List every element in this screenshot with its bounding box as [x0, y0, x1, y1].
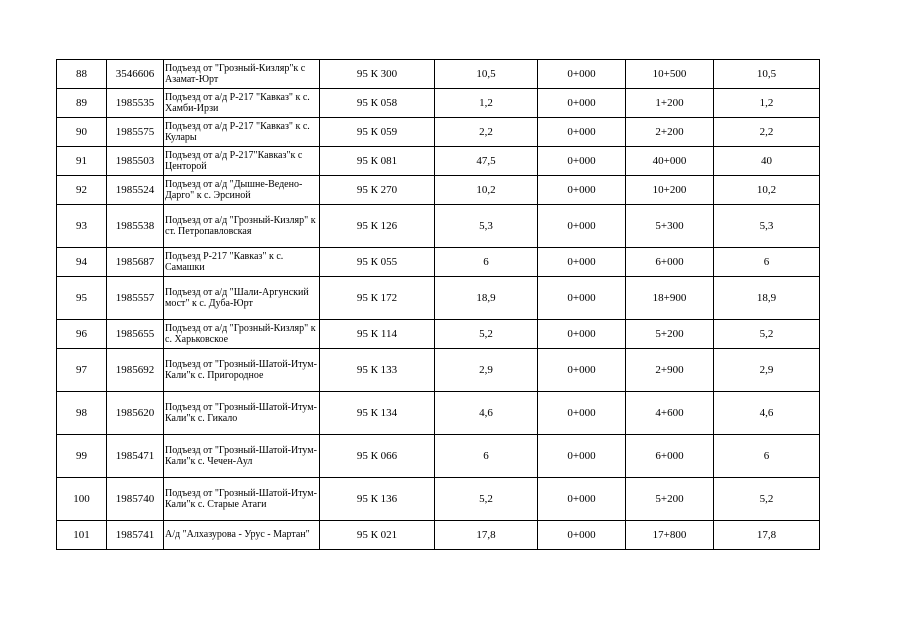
row-length: 10,2 — [435, 176, 538, 205]
row-total: 6 — [714, 248, 820, 277]
row-code: 1985740 — [107, 478, 164, 521]
row-road-id: 95 К 172 — [320, 277, 435, 320]
table-row — [57, 118, 820, 147]
row-end-km: 6+000 — [626, 435, 714, 478]
row-name: Подъезд от а/д Р-217 "Кавказ" к с. Хамби-Ирзи — [164, 89, 320, 118]
row-number: 95 — [57, 277, 107, 320]
row-number: 94 — [57, 248, 107, 277]
row-code: 1985524 — [107, 176, 164, 205]
row-name: А/д "Алхазурова - Урус - Мартан" — [164, 521, 320, 550]
row-start-km: 0+000 — [538, 521, 626, 550]
row-start-km: 0+000 — [538, 248, 626, 277]
row-road-id: 95 К 126 — [320, 205, 435, 248]
row-number: 98 — [57, 392, 107, 435]
row-end-km: 10+500 — [626, 60, 714, 89]
row-name: Подъезд от а/д "Грозный-Кизляр" к ст. Петропавловская — [164, 205, 320, 248]
row-name: Подъезд Р-217 "Кавказ" к с. Самашки — [164, 248, 320, 277]
row-number: 97 — [57, 349, 107, 392]
table-row — [57, 89, 820, 118]
row-code: 1985655 — [107, 320, 164, 349]
row-total: 10,2 — [714, 176, 820, 205]
row-name: Подъезд от "Грозный-Шатой-Итум-Кали"к с. Чечен-Аул — [164, 435, 320, 478]
row-end-km: 10+200 — [626, 176, 714, 205]
row-total: 18,9 — [714, 277, 820, 320]
row-number: 100 — [57, 478, 107, 521]
row-road-id: 95 К 300 — [320, 60, 435, 89]
row-start-km: 0+000 — [538, 176, 626, 205]
row-number: 90 — [57, 118, 107, 147]
row-number: 92 — [57, 176, 107, 205]
row-start-km: 0+000 — [538, 349, 626, 392]
row-start-km: 0+000 — [538, 320, 626, 349]
row-length: 10,5 — [435, 60, 538, 89]
table-row — [57, 478, 820, 521]
row-road-id: 95 К 055 — [320, 248, 435, 277]
table-row — [57, 176, 820, 205]
row-code: 3546606 — [107, 60, 164, 89]
row-length: 6 — [435, 435, 538, 478]
row-road-id: 95 К 114 — [320, 320, 435, 349]
row-length: 18,9 — [435, 277, 538, 320]
row-name: Подъезд от "Грозный-Кизляр"к с Азамат-Юрт — [164, 60, 320, 89]
row-road-id: 95 К 136 — [320, 478, 435, 521]
row-total: 1,2 — [714, 89, 820, 118]
row-total: 10,5 — [714, 60, 820, 89]
row-start-km: 0+000 — [538, 118, 626, 147]
row-road-id: 95 К 133 — [320, 349, 435, 392]
row-code: 1985687 — [107, 248, 164, 277]
table-row — [57, 320, 820, 349]
row-road-id: 95 К 270 — [320, 176, 435, 205]
row-name: Подъезд от "Грозный-Шатой-Итум-Кали"к с. Пригородное — [164, 349, 320, 392]
row-total: 40 — [714, 147, 820, 176]
row-start-km: 0+000 — [538, 60, 626, 89]
row-code: 1985741 — [107, 521, 164, 550]
row-road-id: 95 К 021 — [320, 521, 435, 550]
row-code: 1985557 — [107, 277, 164, 320]
row-number: 96 — [57, 320, 107, 349]
row-start-km: 0+000 — [538, 147, 626, 176]
table-row — [57, 205, 820, 248]
row-code: 1985620 — [107, 392, 164, 435]
row-number: 101 — [57, 521, 107, 550]
row-length: 1,2 — [435, 89, 538, 118]
row-road-id: 95 К 134 — [320, 392, 435, 435]
row-start-km: 0+000 — [538, 435, 626, 478]
row-start-km: 0+000 — [538, 392, 626, 435]
row-end-km: 4+600 — [626, 392, 714, 435]
table-row — [57, 349, 820, 392]
table-row — [57, 277, 820, 320]
table-row — [57, 521, 820, 550]
row-road-id: 95 К 081 — [320, 147, 435, 176]
row-name: Подъезд от а/д "Дышне-Ведено-Дарго" к с. Эрсиной — [164, 176, 320, 205]
row-name: Подъезд от а/д "Шали-Аргунский мост" к с. Дуба-Юрт — [164, 277, 320, 320]
row-length: 17,8 — [435, 521, 538, 550]
row-code: 1985538 — [107, 205, 164, 248]
row-road-id: 95 К 059 — [320, 118, 435, 147]
row-start-km: 0+000 — [538, 277, 626, 320]
row-end-km: 6+000 — [626, 248, 714, 277]
row-number: 99 — [57, 435, 107, 478]
row-road-id: 95 К 066 — [320, 435, 435, 478]
table-row — [57, 392, 820, 435]
row-length: 47,5 — [435, 147, 538, 176]
row-length: 2,9 — [435, 349, 538, 392]
row-length: 5,3 — [435, 205, 538, 248]
row-code: 1985575 — [107, 118, 164, 147]
row-name: Подъезд от а/д Р-217"Кавказ"к с Центорой — [164, 147, 320, 176]
row-number: 91 — [57, 147, 107, 176]
row-end-km: 2+900 — [626, 349, 714, 392]
row-name: Подъезд от а/д "Грозный-Кизляр" к с. Харьковское — [164, 320, 320, 349]
row-name: Подъезд от "Грозный-Шатой-Итум-Кали"к с. Гикало — [164, 392, 320, 435]
table-row — [57, 147, 820, 176]
row-end-km: 2+200 — [626, 118, 714, 147]
row-number: 89 — [57, 89, 107, 118]
row-end-km: 5+200 — [626, 478, 714, 521]
row-total: 17,8 — [714, 521, 820, 550]
roads-table — [56, 59, 820, 550]
row-road-id: 95 К 058 — [320, 89, 435, 118]
row-end-km: 40+000 — [626, 147, 714, 176]
row-end-km: 18+900 — [626, 277, 714, 320]
row-end-km: 5+300 — [626, 205, 714, 248]
table-row — [57, 248, 820, 277]
row-total: 5,2 — [714, 478, 820, 521]
row-total: 5,2 — [714, 320, 820, 349]
row-start-km: 0+000 — [538, 89, 626, 118]
row-name: Подъезд от "Грозный-Шатой-Итум-Кали"к с. Старые Атаги — [164, 478, 320, 521]
row-total: 2,9 — [714, 349, 820, 392]
row-total: 5,3 — [714, 205, 820, 248]
row-end-km: 5+200 — [626, 320, 714, 349]
row-name: Подъезд от а/д Р-217 "Кавказ" к с. Кулары — [164, 118, 320, 147]
row-code: 1985535 — [107, 89, 164, 118]
row-code: 1985692 — [107, 349, 164, 392]
row-length: 5,2 — [435, 320, 538, 349]
row-end-km: 17+800 — [626, 521, 714, 550]
table-row — [57, 60, 820, 89]
row-code: 1985471 — [107, 435, 164, 478]
table-row — [57, 435, 820, 478]
row-number: 93 — [57, 205, 107, 248]
row-end-km: 1+200 — [626, 89, 714, 118]
row-length: 2,2 — [435, 118, 538, 147]
row-total: 4,6 — [714, 392, 820, 435]
row-length: 6 — [435, 248, 538, 277]
row-total: 2,2 — [714, 118, 820, 147]
row-code: 1985503 — [107, 147, 164, 176]
row-number: 88 — [57, 60, 107, 89]
row-length: 4,6 — [435, 392, 538, 435]
row-total: 6 — [714, 435, 820, 478]
row-start-km: 0+000 — [538, 478, 626, 521]
row-start-km: 0+000 — [538, 205, 626, 248]
row-length: 5,2 — [435, 478, 538, 521]
